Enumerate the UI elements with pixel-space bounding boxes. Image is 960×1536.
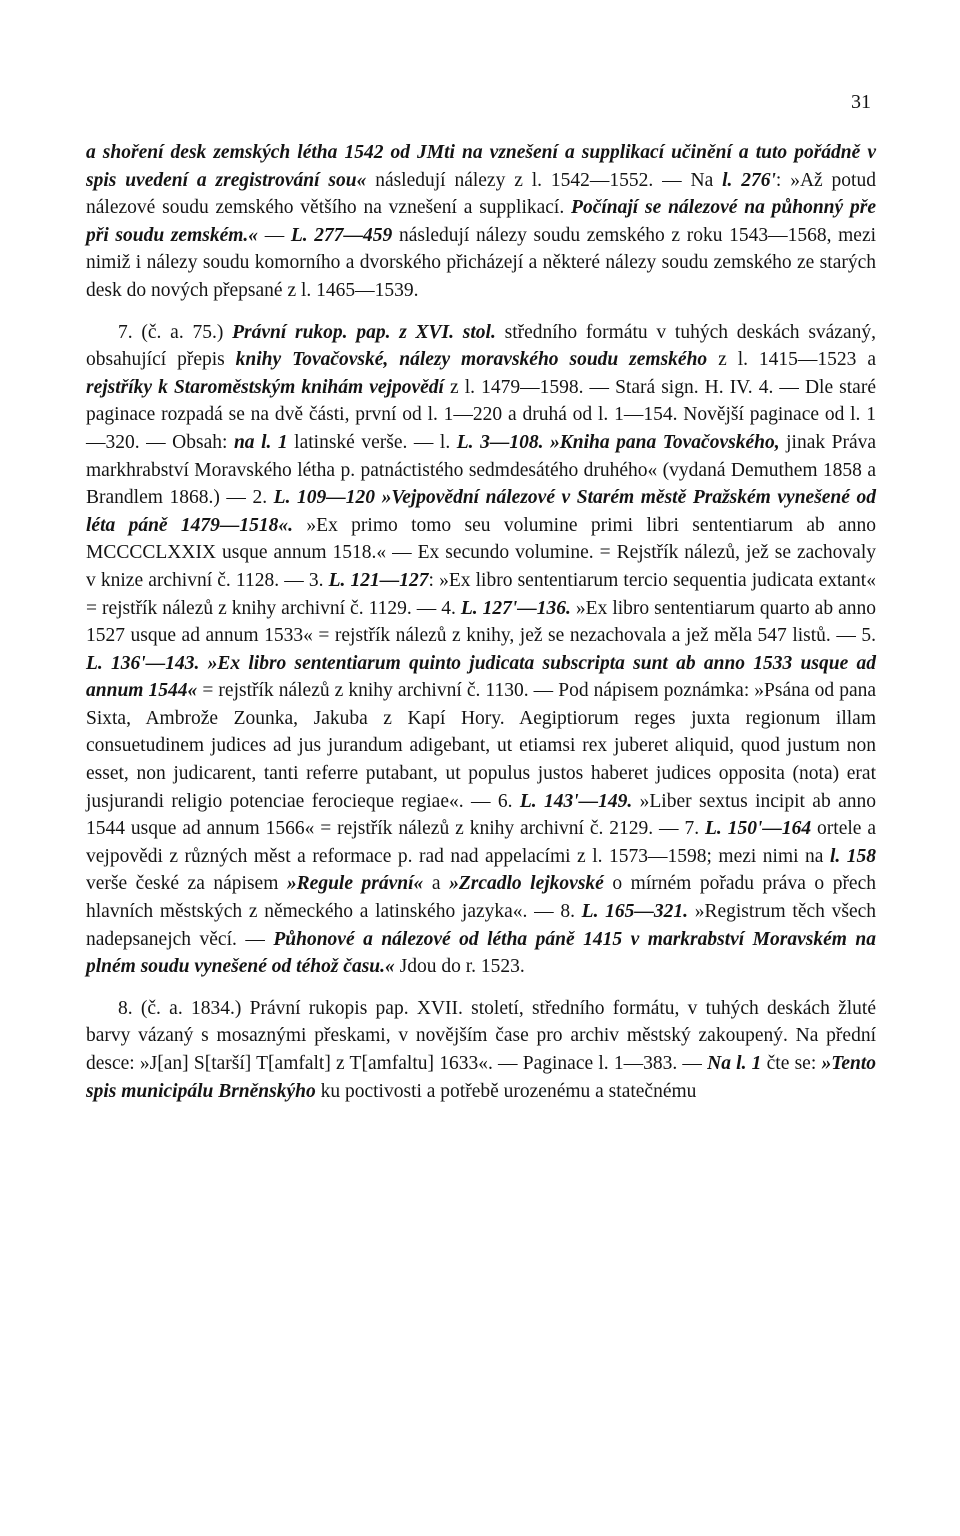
text-segment: následují nálezy soudu zemského z roku 1543—1568, mezi nimiž i nálezy soudu komorního a dvorského přicházejí a některé nálezy soudu zemského ze starých desk do nových přepsané z l. 1465—1539. <box>86 224 877 301</box>
italic-text-segment: l. 276' <box>722 169 776 191</box>
text-segment: z l. 1479—1598. — Stará sign. H. IV. 4. — Dle staré paginace rozpadá se na dvě části, první od l. 1—220 a druhá od l. 1—154. Novější paginace od l. 1—320. — Obsah: <box>86 376 876 453</box>
page-number: 31 <box>851 91 871 113</box>
italic-text-segment: »Regule právní« <box>286 873 424 895</box>
text-segment: středního formátu v tuhých deskách svázaný, obsahující přepis <box>86 321 876 371</box>
paragraph <box>86 995 876 1105</box>
text-segment: o mírném pořadu práva o přech hlavních městských z německého a latinského jazyka«. — 8. <box>86 873 876 923</box>
italic-text-segment: »Zrcadlo lejkovské <box>449 873 604 895</box>
text-segment: 7. (č. a. 75.) <box>118 321 233 343</box>
text-segment: z l. 1415—1523 a <box>707 349 876 371</box>
text-segment: 8. (č. a. 1834.) Právní rukopis pap. XVII. století, středního formátu, v tuhých deskách žluté barvy vázaný s mosaznými přeskami, v novějším čase pro archiv městský zakoupený. Na přední desce: »J[an] S[tarší] T[amfalt] z T[amfaltu] 1633«. — Paginace l. 1—383. — <box>86 997 876 1074</box>
paragraph <box>86 319 876 981</box>
text-segment: a <box>423 873 450 895</box>
italic-text-segment: »Tento spis municipálu Brněnskýho <box>86 1053 876 1102</box>
italic-text-segment: »Ex libro sententiarum quinto judicata subscripta sunt ab anno 1533 usque ad annum 1544« <box>86 652 876 702</box>
italic-text-segment: L. 143'—149. <box>519 790 633 812</box>
text-segment: latinské verše. — l. <box>287 431 457 453</box>
text-segment: »Registrum těch všech nadepsanejch věcí. — <box>86 901 877 950</box>
text-segment: Jdou do r. 1523. <box>394 956 525 978</box>
italic-text-segment: L. 150'—164 <box>705 818 812 840</box>
text-segment: verše české za nápisem <box>86 873 287 895</box>
text-segment: »Ex libro sententiarum quarto ab anno 1527 usque ad annum 1533« = rejstřík nálezů z knihy, jež se nezachovala a jež měla 547 listů. — 5. <box>86 597 876 647</box>
text-segment <box>375 487 382 508</box>
italic-text-segment: L. 165—321. <box>581 901 689 923</box>
text-segment: čte se: <box>761 1053 822 1074</box>
text-segment: — <box>258 224 291 246</box>
text-segment: ku poctivosti a potřebě urozenému a statečnému <box>315 1080 697 1102</box>
italic-text-segment: Počínají se nálezové na půhonný pře při soudu zemském.« <box>86 197 876 246</box>
text-segment: : »Ex libro sententiarum tercio sequentia judicata extant« = rejstřík nálezů z knihy archivní č. 1129. — 4. <box>86 569 876 619</box>
italic-text-segment: a shoření desk zemských létha 1542 od JMti na vznešení a supplikací učinění a tuto pořádně v spis uvedení a zregistrování sou« <box>86 142 876 191</box>
text-segment: jinak Práva markhrabství Moravského létha p. patnáctistého sedmdesátého druhého« (vydaná Demuthem 1858 a Brandlem 1868.) — 2. <box>86 431 877 509</box>
italic-text-segment: »Vejpovědní nálezové v Starém městě Pražském vynešené od léta páně 1479—1518«. <box>86 487 877 536</box>
italic-text-segment: L. 109—120 <box>273 487 376 509</box>
text-segment: ortele a vejpovědi z různých měst a reformace p. rad nad appelacími z l. 1573—1598; mezi nimi na <box>86 818 876 867</box>
italic-text-segment: l. 158 <box>829 845 876 867</box>
text-segment: : »Až potud nálezové soudu zemského většího na vznešení a supplikací. <box>86 169 876 219</box>
text-segment: »Liber sextus incipit ab anno 1544 usque ad annum 1566« = rejstřík nálezů z knihy archivní č. 2129. — 7. <box>86 790 876 840</box>
body-text <box>86 139 876 1105</box>
italic-text-segment: »Kniha pana Tovačovského, <box>550 431 780 453</box>
italic-text-segment: L. 136'—143. <box>86 652 200 674</box>
italic-text-segment: knihy Tovačovské, nálezy moravského soudu zemského <box>235 349 708 371</box>
italic-text-segment: L. 121—127 <box>328 569 429 591</box>
paragraph <box>86 139 876 305</box>
italic-text-segment: L. 277—459 <box>290 224 393 246</box>
text-segment <box>199 653 207 674</box>
italic-text-segment: Půhonové a nálezové od létha páně 1415 v markrabství Moravském na plném soudu vynešené od téhož času.« <box>86 928 877 978</box>
italic-text-segment: L. 3—108. <box>456 431 544 453</box>
text-segment: = rejstřík nálezů z knihy archivní č. 1130. — Pod nápisem poznámka: »Psána od pana Sixta, Ambrože Zounka, Jakuba z Kapí Hory. Aegiptiorum reges juxta regionum illam consuetudinem judices ad jus jurandum adigebant, ut etiamsi rex juberet aliquid, quod justum non esset, non judicarent, tanti referre putabant, ut populus justos haberet judices opposita (nota) erat jusjurandi religio potenciae ferocieque regiae«. — 6. <box>86 680 876 812</box>
italic-text-segment: rejstříky k Staroměstským knihám vejpovědí <box>86 376 444 398</box>
text-segment: »Ex primo tomo seu volumine primi libri sententiarum ab anno MCCCCLXXIX usque annum 1518.« — Ex secundo volumine. = Rejstřík nálezů, jež se zachovaly v knize archivní č. 1128. — 3. <box>86 514 876 591</box>
italic-text-segment: Právní rukop. pap. z XVI. stol. <box>232 321 496 343</box>
italic-text-segment: Na l. 1 <box>707 1053 762 1074</box>
text-segment: následují nálezy z l. 1542—1552. — Na <box>366 169 723 191</box>
italic-text-segment: na l. 1 <box>233 431 288 453</box>
italic-text-segment: L. 127'—136. <box>460 597 571 619</box>
